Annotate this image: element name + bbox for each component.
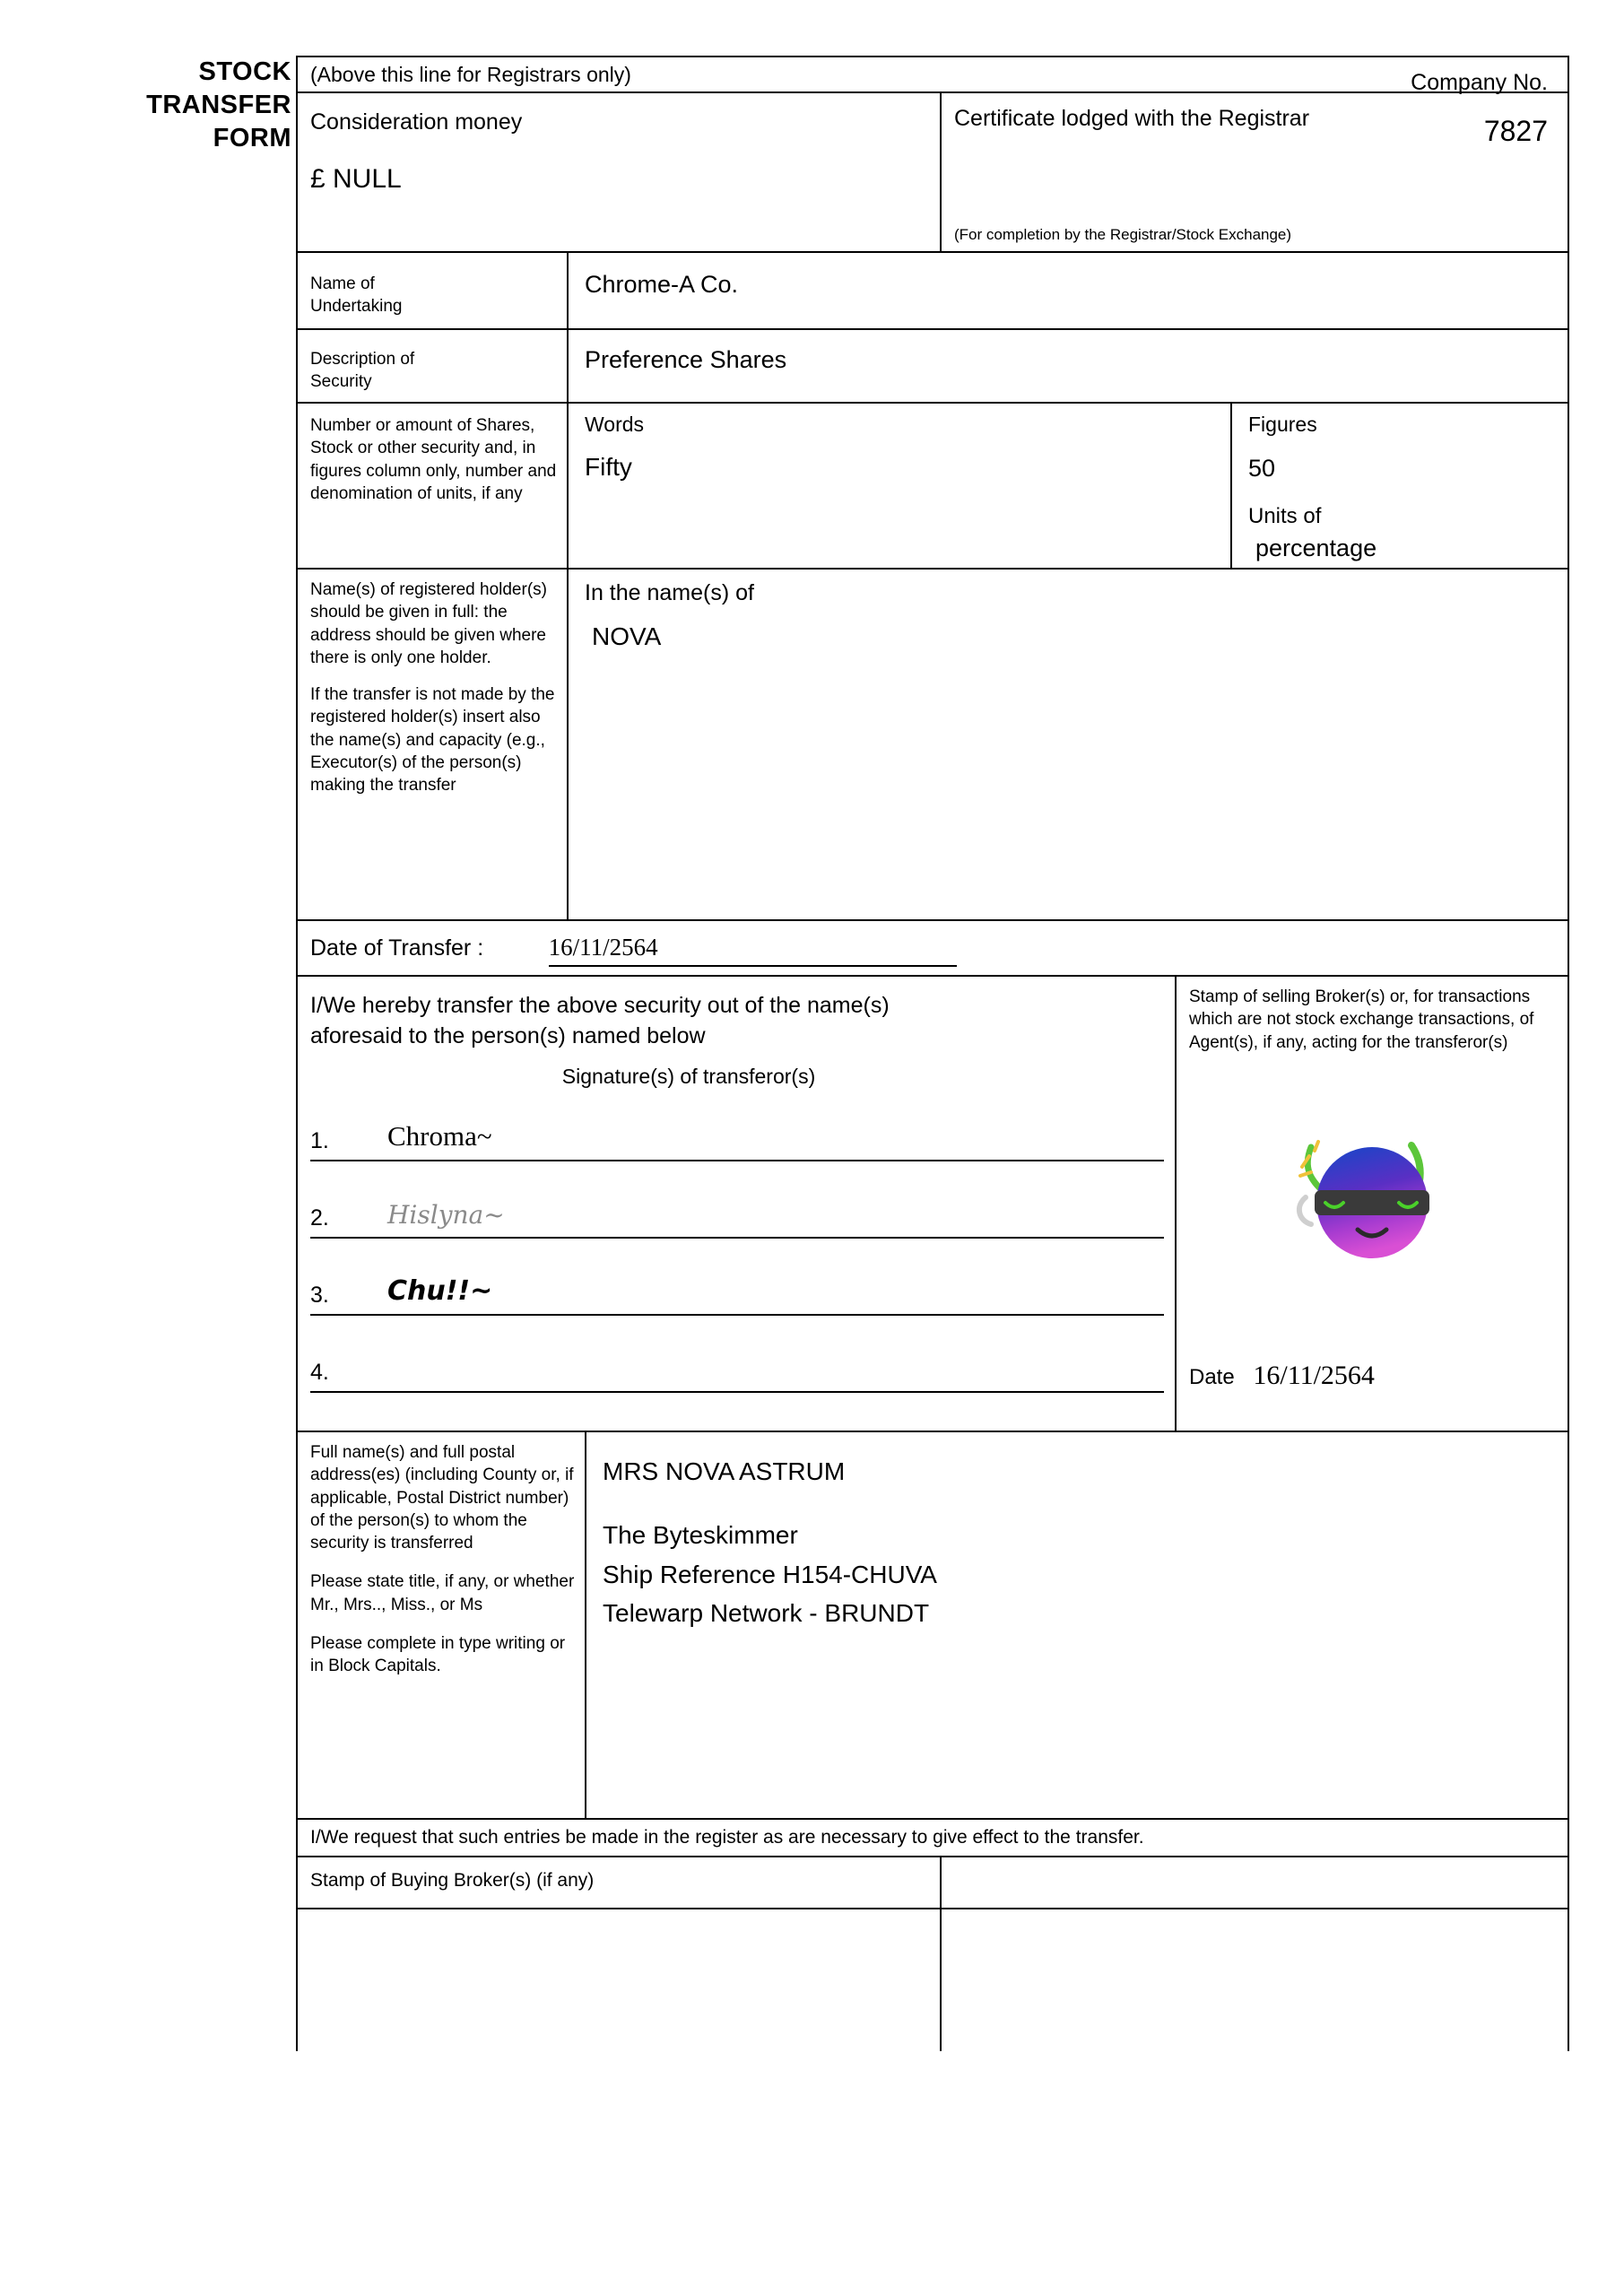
transferee-row: [298, 1432, 1568, 1820]
transfer-declaration-cell: [298, 977, 1177, 1431]
number-amount-label: Number or amount of Shares, Stock or other security and, in figures column only, number and denomination of units, if any: [298, 404, 569, 568]
date-of-transfer-row: [298, 921, 1568, 977]
transferee-address-line-2: Ship Reference H154-CHUVA: [603, 1560, 937, 1588]
number-amount-row: [298, 404, 1568, 570]
date-of-transfer-value: 16/11/2564: [549, 934, 957, 967]
transferee-name: MRS NOVA ASTRUM: [603, 1457, 846, 1485]
signature-value-1: Chroma~: [387, 1120, 492, 1152]
signature-line-2[interactable]: [310, 1161, 1164, 1239]
signature-value-3: Chu!!~: [387, 1275, 493, 1307]
holder-name-value: NOVA: [592, 622, 662, 650]
signature-number-1: 1.: [310, 1128, 329, 1153]
undertaking-label: [298, 253, 569, 328]
signature-line-1[interactable]: [310, 1084, 1164, 1161]
security-row: [298, 330, 1568, 404]
registrars-note: (Above this line for Registrars only): [298, 56, 1568, 93]
form-body: [296, 56, 1569, 2051]
words-header: Words: [585, 413, 645, 436]
form-title-line-2: TRANSFER: [146, 91, 291, 120]
holders-value-cell: [569, 570, 1568, 919]
selling-broker-date-label: Date: [1189, 1365, 1235, 1389]
selling-broker-note: Stamp of selling Broker(s) or, for transactions which are not stock exchange transactions, of Agent(s), if any, acting for the transferor(s): [1189, 987, 1534, 1052]
transferee-label-p1: Full name(s) and full postal address(es) (including County or, if applicable, Postal District number) of the person(s) to whom the security is transferred: [310, 1443, 574, 1553]
company-no-label: Company No.: [1411, 70, 1548, 95]
signature-row: [298, 977, 1568, 1432]
form-title-line-3: FORM: [213, 124, 291, 153]
holders-label-p2: If the transfer is not made by the registered holder(s) insert also the name(s) and capacity (e.g., Executor(s) of the person(s) making the transfer: [310, 685, 555, 796]
consideration-cell: [298, 93, 942, 251]
holders-label-p1: Name(s) of registered holder(s) should be given in full: the address should be given where there is only one holder.: [310, 580, 547, 667]
company-no-value: 7827: [1483, 115, 1548, 147]
transferee-details: [586, 1432, 1568, 1818]
signature-caption: Signature(s) of transferor(s): [561, 1064, 816, 1088]
security-value: Preference Shares: [585, 346, 787, 373]
holders-label: [298, 570, 569, 919]
transferee-address-line-3: Telewarp Network - BRUNDT: [603, 1599, 930, 1628]
security-label: [298, 330, 569, 402]
buying-broker-row: [298, 1857, 1568, 1909]
buying-broker-right-cell: [942, 1857, 1568, 1908]
signature-line-4[interactable]: [310, 1316, 1164, 1393]
signature-number-3: 3.: [310, 1283, 329, 1308]
selling-broker-date-value: 16/11/2564: [1253, 1361, 1375, 1390]
certificate-fine-print: (For completion by the Registrar/Stock Exchange): [954, 226, 1292, 243]
transferee-label-p2: Please state title, if any, or whether Mr., Mrs.., Miss., or Ms: [310, 1572, 575, 1614]
certificate-label: Certificate lodged with the Registrar: [954, 106, 1310, 131]
buying-broker-stamp-left: [298, 1909, 942, 2051]
request-note: I/We request that such entries be made in the register as are necessary to give effect to the transfer.: [298, 1820, 1568, 1857]
certificate-cell: [942, 93, 1568, 251]
planet-sunglasses-stamp-icon: [1275, 1120, 1455, 1282]
consideration-amount: £ NULL: [310, 164, 402, 194]
consideration-row: [298, 93, 1568, 253]
figures-value: 50: [1248, 455, 1276, 482]
signature-number-4: 4.: [310, 1360, 329, 1385]
undertaking-label-line-1: Name of: [310, 274, 375, 293]
holders-row: [298, 570, 1568, 921]
figures-header: Figures: [1248, 413, 1317, 436]
buying-broker-stamp-right: [942, 1909, 1568, 2051]
security-label-line-2: Security: [310, 372, 372, 392]
units-label: Units of: [1248, 504, 1322, 528]
transfer-declaration-line-2: aforesaid to the person(s) named below: [310, 1022, 706, 1048]
units-value: percentage: [1255, 535, 1377, 561]
transferee-label-p3: Please complete in type writing or in Block Capitals.: [310, 1633, 566, 1676]
undertaking-row: [298, 253, 1568, 330]
in-the-name-of-label: In the name(s) of: [585, 580, 754, 605]
undertaking-label-line-2: Undertaking: [310, 297, 403, 317]
undertaking-value: Chrome-A Co.: [585, 271, 739, 298]
buying-broker-stamp-area: [298, 1909, 1568, 2051]
signature-value-2: Hislyna~: [387, 1200, 505, 1230]
form-title-line-1: STOCK: [198, 57, 291, 86]
transferee-label: [298, 1432, 586, 1818]
consideration-label: Consideration money: [310, 109, 523, 135]
signature-number-2: 2.: [310, 1205, 329, 1231]
transfer-declaration-line-1: I/We hereby transfer the above security out of the name(s): [310, 993, 890, 1018]
number-words-cell: [569, 404, 1232, 568]
selling-broker-stamp-cell: [1177, 977, 1568, 1431]
date-of-transfer-label: Date of Transfer :: [310, 935, 484, 961]
security-label-line-1: Description of: [310, 350, 415, 369]
signature-line-3[interactable]: [310, 1239, 1164, 1316]
selling-broker-date: [1189, 1361, 1375, 1391]
buying-broker-label: Stamp of Buying Broker(s) (if any): [298, 1857, 942, 1908]
number-figures-cell: [1232, 404, 1568, 568]
form-title: [54, 56, 291, 155]
transferee-spacer: [603, 1491, 1568, 1516]
transferee-address-line-1: The Byteskimmer: [603, 1521, 798, 1550]
words-value: Fifty: [585, 453, 632, 481]
